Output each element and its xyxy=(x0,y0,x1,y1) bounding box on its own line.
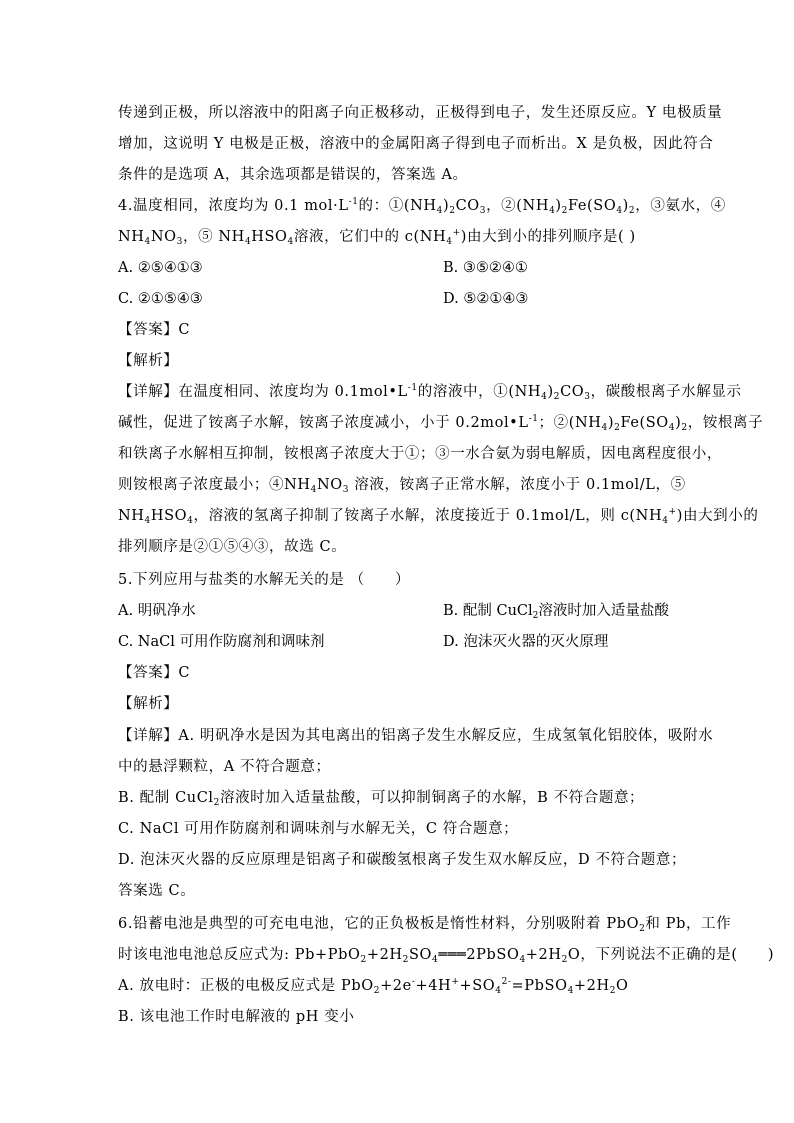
q4-detail-line: 排列顺序是②①⑤④③，故选 C。 xyxy=(118,539,347,555)
q4-option-d: D. ⑤②①④③ xyxy=(443,291,529,307)
q4-stem-line2: $NH_4NO_3$，⑤ $NH_4HSO_4$溶液，它们中的 $c(NH_4^+)$由大到小的排列顺序是( ) xyxy=(118,228,636,247)
q5-option-d: D. 泡沫灭火器的灭火原理 xyxy=(443,634,609,650)
q4-detail-line: 和铁离子水解相互抑制，铵根离子浓度大于①；③一水合氨为弱电解质，因电离程度很小， xyxy=(118,446,722,462)
text-line: 条件的是选项 A，其余选项都是错误的，答案选 A。 xyxy=(118,167,468,183)
q6-option-b: B. 该电池工作时电解液的 pH 变小 xyxy=(118,1009,355,1025)
q5-detail-line: C. NaCl 可用作防腐剂和调味剂与水解无关，C 符合题意； xyxy=(118,821,519,837)
q4-detail-line: 则铵根离子浓度最小；$④NH_4NO_3$ 溶液，铵离子正常水解，浓度小于 0.1mol/L，⑤ xyxy=(118,477,686,495)
q5-analysis-label: 【解析】 xyxy=(118,696,179,712)
q5-option-b: B. 配制 CuCl$_2$溶液时加入适量盐酸 xyxy=(443,603,669,621)
q4-analysis-label: 【解析】 xyxy=(118,353,179,369)
q5-stem: 5.下列应用与盐类的水解无关的是 （ ） xyxy=(118,572,411,588)
q5-detail-line: 【详解】A. 明矾净水是因为其电离出的铝离子发生水解反应，生成氢氧化铝胶体，吸附水 xyxy=(118,728,714,744)
q5-detail-line: B. 配制 CuCl$_2$溶液时加入适量盐酸，可以抑制铜离子的水解，B 不符合题意； xyxy=(118,790,645,808)
q5-answer: 【答案】C xyxy=(118,665,191,681)
q5-detail-line: 答案选 C。 xyxy=(118,883,196,899)
q4-option-b: B. ③⑤②④① xyxy=(443,260,528,276)
q4-answer: 【答案】C xyxy=(118,322,191,338)
text-line: 传递到正极，所以溶液中的阳离子向正极移动，正极得到电子，发生还原反应。Y 电极质量 xyxy=(118,105,723,121)
q4-detail-line: 碱性，促进了铵离子水解，铵离子浓度减小，小于 $0.2mol•L^{-1}$；$②(NH_4)_2Fe(SO_4)_2$，铵根离子 xyxy=(118,414,764,433)
q4-stem-line1: 4.温度相同，浓度均为 0.1 $mol\cdot L^{-1}$的：$①(NH_4)_2CO_3$，$②(NH_4)_2Fe(SO_4)_2$，③氨水，④ xyxy=(118,197,726,216)
text-line: 增加，这说明 Y 电极是正极，溶液中的金属阳离子得到电子而析出。X 是负极，因此符合 xyxy=(118,136,714,152)
q5-option-a: A. 明矾净水 xyxy=(118,603,196,619)
q6-stem-line2: 时该电池电池总反应式为: $Pb+PbO_2+2H_2SO_4═══2PbSO_4+2H_2O$，下列说法不正确的是( ) xyxy=(118,947,775,965)
q5-detail-line: 中的悬浮颗粒，A 不符合题意； xyxy=(118,759,331,775)
q6-option-a: A. 放电时：正极的电极反应式是 $PbO_2+2e^-+4H^++SO_4^{2-}=PbSO_4+2H_2O$ xyxy=(118,977,629,996)
q4-detail-line: 【详解】在温度相同、浓度均为 $0.1mol•L^{-1}$的溶液中，$①(NH_4)_2CO_3$，碳酸根离子水解显示 xyxy=(118,383,742,402)
q5-detail-line: D. 泡沫灭火器的反应原理是铝离子和碳酸氢根离子发生双水解反应，D 不符合题意； xyxy=(118,852,687,868)
q4-option-a: A. ②⑤④①③ xyxy=(118,260,203,276)
q4-option-c: C. ②①⑤④③ xyxy=(118,291,203,307)
q5-option-c: C. NaCl 可用作防腐剂和调味剂 xyxy=(118,634,325,650)
q6-stem-line1: 6.铅蓄电池是典型的可充电电池，它的正负极板是惰性材料，分别吸附着 PbO$_2$和 Pb，工作 xyxy=(118,916,732,934)
q4-detail-line: $NH_4HSO_4$，溶液的氢离子抑制了铵离子水解，浓度接近于 0.1mol/L，则 $c(NH_4^+)$由大到小的 xyxy=(118,507,759,526)
